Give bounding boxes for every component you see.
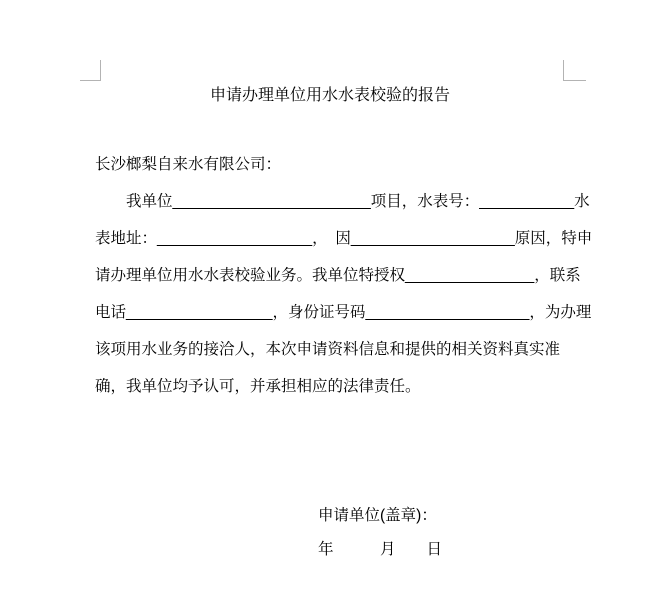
body-line-3: 请办理单位用水水表校验业务。我单位特授权_______________，联系	[95, 267, 581, 284]
body-line-5: 该项用水业务的接洽人，本次申请资料信息和提供的相关资料真实准	[95, 341, 561, 358]
signature-block	[318, 499, 565, 567]
body-line-6: 确，我单位均予认可，并承担相应的法律责任。	[95, 378, 421, 395]
text-boundary-mark-top-right-icon	[563, 60, 586, 81]
body-line-2: 表地址：__________________， 因___________________原因，特申	[95, 230, 593, 247]
date-line: 年 月 日	[318, 541, 443, 558]
document-text-area[interactable]	[95, 0, 593, 567]
applicant-seal-line: 申请单位(盖章)：	[318, 507, 437, 524]
salutation-line: 长沙榔梨自来水有限公司：	[95, 156, 282, 173]
body-line-4: 电话_________________，身份证号码___________________，为办理	[95, 304, 592, 321]
body-paragraph	[95, 183, 593, 405]
body-line-1: 我单位_______________________项目，水表号：___________水	[95, 193, 590, 210]
document-title: 申请办理单位用水水表校验的报告	[209, 87, 450, 104]
